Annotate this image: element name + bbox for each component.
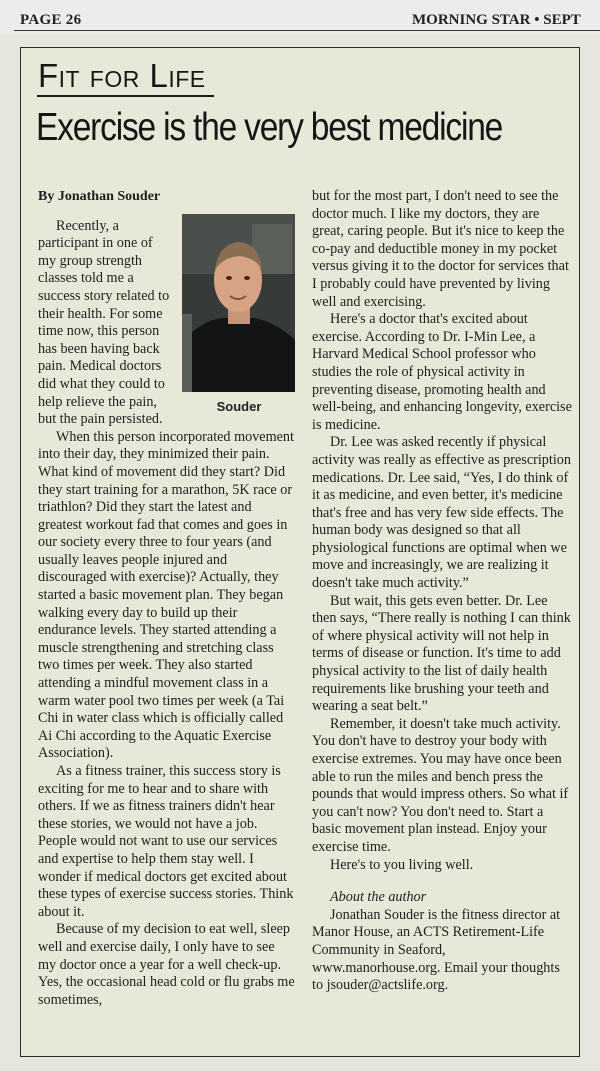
paragraph: When this person incorporated movement into their day, they minimized their pain. What kind of movement did they start? Did they start training for a marathon, 5K race or triathlon? Did they start the latest and greatest workout fad that comes and goes in our society every three to four years (and usually leaves people injured and discouraged with exercise)? Actually, they started a basic movement plan. They began walking every day to build up their endurance levels. They started attending a muscle strengthening and stretching class two times per week. They also started attending a mindful movement class in a warm water pool two times per week (a Tai Chi in water class which is officially called Ai Chi according to the Aquatic Exercise Association).: [38, 428, 294, 762]
article-column-left: [38, 188, 296, 1009]
paragraph: but for the most part, I don't need to see the doctor much. I like my doctors, they are great, caring people. But it's nice to keep the co-pay and deductible money in my pocket versus giving it to the doctor for services that I probably could have prevented by living well and exercising.: [312, 188, 569, 310]
author-photo: [182, 214, 295, 392]
about-author-title: About the author: [330, 889, 427, 906]
author-photo-block: [182, 218, 296, 416]
page-number: PAGE 26: [20, 12, 82, 28]
author-portrait-image: [182, 214, 295, 392]
column-kicker: Fit for Life: [38, 57, 206, 94]
paragraph: Recently, a participant in one of my group strength classes told me a success story related to their health. For some time now, this person has been having back pain. Medical doctors did what they could to help relieve the pain, but the pain persisted.: [38, 217, 170, 428]
newspaper-name: MORNING STAR • SEPT: [412, 12, 581, 28]
page-header: [0, 0, 600, 34]
paragraph: As a fitness trainer, this success story is exciting for me to hear and to share with others. If we as fitness trainers didn't hear these stories, we would not have a job. People would not want to use our services and expertise to help them stay well. I wonder if medical doctors get excited about these types of exercise success stories. Think about it.: [38, 763, 294, 920]
about-author-text: Jonathan Souder is the fitness director at Manor House, an ACTS Retirement-Life Community in Seaford, www.manorhouse.org. Email your thoughts to jsouder@actslife.org.: [312, 906, 561, 994]
paragraph: But wait, this gets even better. Dr. Lee then says, “There really is nothing I can think of where physical activity will not help in terms of disease or function. It's time to add physical activity to the list of daily health requirements like brushing your teeth and wearing a seat belt.”: [312, 592, 571, 715]
paragraph: Dr. Lee was asked recently if physical activity was really as effective as prescription medications. Dr. Lee said, “Yes, I do think of it as medicine, and even better, it's medicine that's free and has very few side effects. The human body was designed so that all physiological functions are optimal when we move and increasingly, we are realizing it doesn't take much activity.”: [312, 434, 571, 592]
paragraph: Because of my decision to eat well, sleep well and exercise daily, I only have to see my doctor once a year for a well check-up. Yes, the occasional head cold or flu grabs me sometimes,: [38, 921, 295, 1008]
paragraph: Here's to you living well.: [330, 856, 474, 873]
byline: By Jonathan Souder: [38, 189, 161, 204]
paragraph: Remember, it doesn't take much activity. You don't have to destroy your body with exercise extremes. You may have once been able to run the miles and bench press the pounds that would impress others. So what if you can't now? You don't need to. Start a basic movement plan instead. Enjoy your exercise time.: [312, 715, 569, 855]
kicker-underline: [37, 95, 214, 97]
photo-caption: Souder: [216, 398, 262, 414]
article-column-right: [312, 188, 572, 995]
header-rule: [14, 30, 600, 31]
paragraph: Here's a doctor that's excited about exercise. According to Dr. I-Min Lee, a Harvard Medical School professor who studies the role of physical activity in preventing disease, promoting health and well-being, and enhancing longevity, exercise is medicine.: [312, 311, 572, 433]
article-headline: Exercise is the very best medicine: [36, 106, 503, 149]
